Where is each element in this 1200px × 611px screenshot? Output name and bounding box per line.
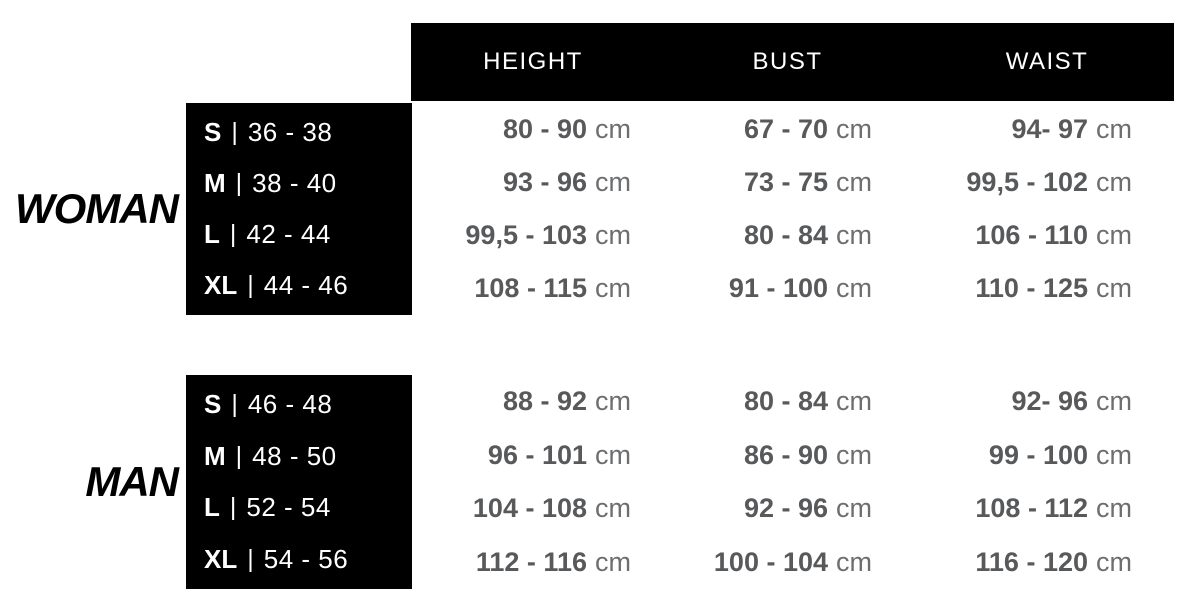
column-header-height: HEIGHT — [483, 48, 583, 75]
size-row-man-m — [186, 431, 412, 483]
size-range: 44 - 46 — [263, 270, 349, 300]
cell-value: 88 - 92 — [502, 386, 587, 417]
table-cell-bust — [655, 482, 920, 536]
cell-unit: cm — [1096, 167, 1132, 197]
table-cell-bust — [655, 209, 920, 262]
size-letter: XL — [204, 543, 238, 574]
size-row-man-xl — [186, 534, 412, 586]
table-cell-bust — [655, 429, 920, 483]
size-range: 46 - 48 — [247, 389, 333, 420]
cell-unit: cm — [595, 386, 631, 417]
size-letter: S — [204, 389, 222, 420]
cell-unit: cm — [1096, 493, 1132, 524]
table-cell-waist — [920, 262, 1174, 315]
table-cell-waist — [920, 429, 1174, 483]
table-cell-waist — [920, 209, 1174, 262]
size-letter: L — [204, 219, 220, 249]
size-separator: | — [247, 544, 254, 573]
data-grid-woman — [411, 103, 1174, 315]
size-row-man-s — [186, 379, 412, 431]
size-separator: | — [229, 220, 237, 248]
table-cell-waist — [920, 375, 1174, 429]
table-cell-height — [411, 156, 655, 209]
cell-unit: cm — [595, 220, 631, 250]
size-separator: | — [247, 271, 254, 299]
cell-value: 110 - 125 — [975, 273, 1088, 303]
cell-unit: cm — [836, 220, 872, 250]
cell-value: 99,5 - 103 — [465, 220, 587, 250]
table-cell-height — [411, 262, 655, 315]
table-cell-bust — [655, 262, 920, 315]
size-row-man-l — [186, 482, 412, 534]
cell-unit: cm — [836, 114, 872, 144]
cell-value: 73 - 75 — [743, 167, 828, 197]
table-cell-height — [411, 103, 655, 156]
table-cell-waist — [920, 482, 1174, 536]
cell-unit: cm — [595, 114, 631, 144]
size-letter: XL — [204, 270, 238, 300]
cell-unit: cm — [1096, 546, 1132, 577]
cell-unit: cm — [595, 493, 631, 524]
cell-value: 104 - 108 — [472, 493, 587, 524]
size-separator: | — [231, 118, 238, 146]
cell-unit: cm — [1096, 114, 1132, 144]
cell-value: 86 - 90 — [743, 439, 828, 470]
cell-value: 112 - 116 — [475, 546, 587, 577]
cell-unit: cm — [836, 493, 872, 524]
group-label-man: MAN — [85, 458, 178, 505]
size-range: 52 - 54 — [246, 492, 331, 523]
cell-value: 80 - 84 — [743, 386, 828, 417]
data-grid-man — [411, 375, 1174, 589]
table-cell-height — [411, 536, 655, 590]
cell-unit: cm — [1096, 439, 1132, 470]
table-cell-waist — [920, 103, 1174, 156]
cell-value: 92- 96 — [1011, 386, 1088, 417]
size-row-woman-l — [186, 209, 412, 260]
table-header — [411, 23, 1174, 101]
cell-unit: cm — [1096, 220, 1132, 250]
cell-value: 80 - 84 — [743, 220, 828, 250]
size-range: 42 - 44 — [246, 219, 331, 249]
table-cell-bust — [655, 375, 920, 429]
size-range: 54 - 56 — [263, 543, 349, 574]
cell-value: 94- 97 — [1011, 114, 1088, 144]
cell-value: 108 - 112 — [975, 493, 1088, 524]
size-letter: M — [204, 168, 226, 198]
cell-unit: cm — [836, 439, 872, 470]
size-letter: M — [204, 440, 226, 471]
table-cell-height — [411, 482, 655, 536]
cell-unit: cm — [595, 439, 631, 470]
size-range: 48 - 50 — [252, 440, 337, 471]
table-cell-waist — [920, 536, 1174, 590]
size-separator: | — [229, 493, 237, 522]
cell-value: 67 - 70 — [743, 114, 828, 144]
size-row-woman-m — [186, 158, 412, 209]
size-range: 36 - 38 — [247, 117, 333, 147]
group-label-woman: WOMAN — [15, 185, 178, 232]
cell-unit: cm — [836, 167, 872, 197]
cell-value: 99 - 100 — [988, 439, 1088, 470]
cell-unit: cm — [836, 273, 872, 303]
table-cell-bust — [655, 536, 920, 590]
size-range: 38 - 40 — [252, 168, 337, 198]
column-header-waist: WAIST — [1005, 48, 1089, 75]
cell-value: 116 - 120 — [975, 546, 1088, 577]
cell-value: 108 - 115 — [474, 273, 587, 303]
size-letter: S — [204, 117, 222, 147]
cell-value: 96 - 101 — [487, 439, 587, 470]
size-row-woman-xl — [186, 260, 412, 311]
cell-value: 106 - 110 — [975, 220, 1088, 250]
table-cell-height — [411, 209, 655, 262]
size-letter: L — [204, 492, 220, 523]
cell-value: 99,5 - 102 — [966, 167, 1088, 197]
cell-value: 92 - 96 — [743, 493, 828, 524]
size-separator: | — [235, 169, 243, 197]
size-separator: | — [235, 441, 243, 470]
cell-unit: cm — [595, 273, 631, 303]
cell-unit: cm — [836, 546, 872, 577]
cell-value: 93 - 96 — [502, 167, 587, 197]
table-cell-waist — [920, 156, 1174, 209]
cell-unit: cm — [1096, 273, 1132, 303]
cell-unit: cm — [836, 386, 872, 417]
cell-value: 80 - 90 — [502, 114, 587, 144]
size-box-woman — [186, 103, 412, 315]
cell-unit: cm — [595, 546, 631, 577]
column-header-bust: BUST — [752, 48, 823, 75]
size-separator: | — [231, 390, 238, 419]
cell-unit: cm — [1096, 386, 1132, 417]
table-cell-bust — [655, 103, 920, 156]
size-row-woman-s — [186, 107, 412, 158]
table-cell-bust — [655, 156, 920, 209]
cell-unit: cm — [595, 167, 631, 197]
table-cell-height — [411, 429, 655, 483]
cell-value: 100 - 104 — [713, 546, 828, 577]
cell-value: 91 - 100 — [728, 273, 828, 303]
table-cell-height — [411, 375, 655, 429]
size-box-man — [186, 375, 412, 589]
